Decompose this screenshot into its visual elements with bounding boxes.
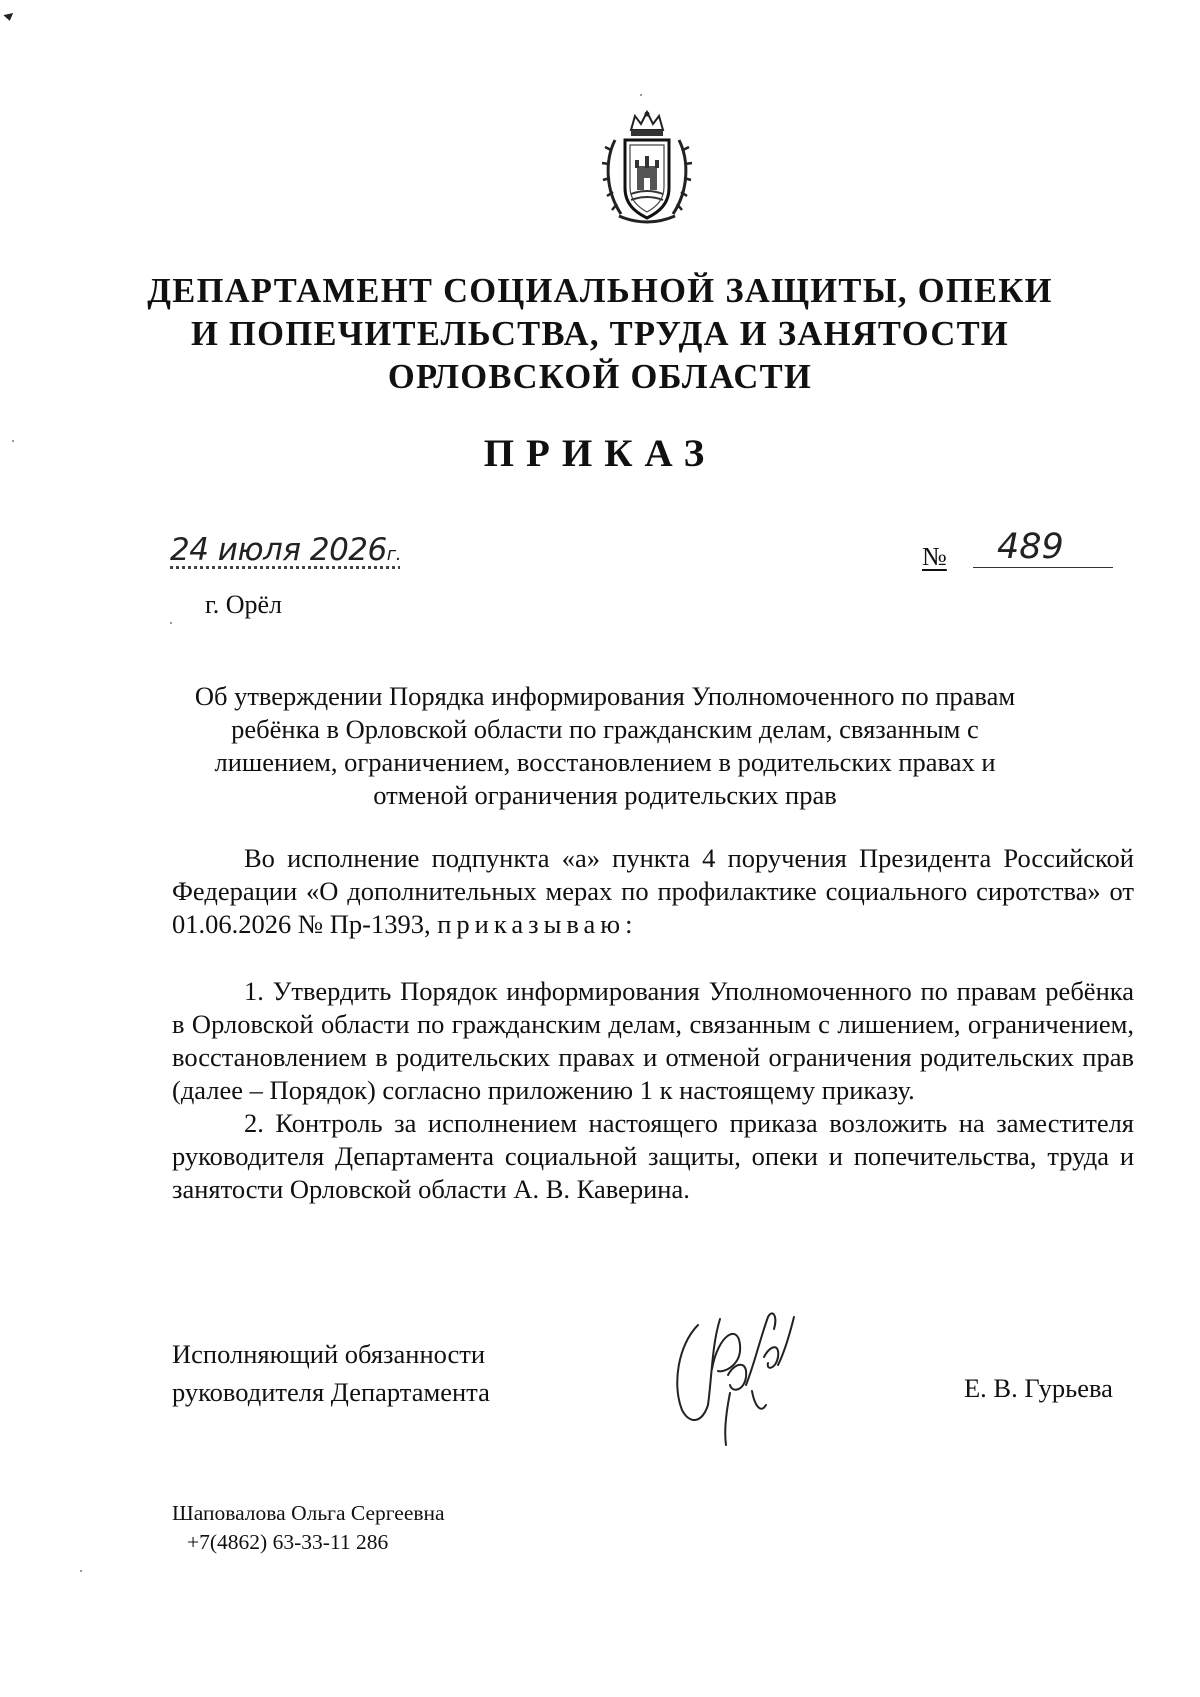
subject-line: ребёнка в Орловской области по гражданским делам, связанным с [231, 714, 979, 744]
scan-speck [80, 1570, 82, 1572]
handwritten-order-number: 489 [973, 527, 1113, 568]
signer-title-line: руководителя Департамента [172, 1377, 490, 1407]
date-suffix: г. [386, 544, 401, 565]
department-line: ДЕПАРТАМЕНТ СОЦИАЛЬНОЙ ЗАЩИТЫ, ОПЕКИ [147, 272, 1053, 310]
date-value: 24 июля 2026 [170, 532, 387, 568]
subject-line: отменой ограничения родительских прав [373, 780, 837, 810]
order-item: 1. Утвердить Порядок информирования Уполномоченного по правам ребёнка в Орловской области по гражданским делам, связанным с лишением, ограничением, восстановлением в родительских правах и отменой ограничения родительских прав (далее – Порядок) согласно приложению 1 к настоящему приказу. [172, 976, 1134, 1105]
scan-corner-mark [3, 13, 14, 22]
number-sign: № [922, 542, 947, 571]
subject-line: лишением, ограничением, восстановлением в родительских правах и [214, 747, 996, 777]
contact-phone: +7(4862) 63-33-11 286 [187, 1530, 389, 1554]
issue-city: г. Орёл [205, 590, 283, 619]
department-header [0, 270, 1200, 399]
signer-title [172, 1335, 490, 1411]
coat-of-arms-emblem [601, 110, 693, 228]
subject-line: Об утверждении Порядка информирования Уполномоченного по правам [194, 681, 1016, 711]
order-subject [160, 680, 1050, 812]
order-item: 2. Контроль за исполнением настоящего приказа возложить на заместителя руководителя Департамента социальной защиты, опеки и попечительства, труда и занятости Орловской области А. В. Каверина. [172, 1108, 1134, 1204]
preamble-text: Во исполнение подпункта «а» пункта 4 поручения Президента Российской Федерации «О дополнительных мерах по профилактике социального сиротства» от 01.06.2026 № Пр-1393, [172, 843, 1134, 939]
scan-speck [170, 622, 172, 624]
department-line: И ПОПЕЧИТЕЛЬСТВА, ТРУДА И ЗАНЯТОСТИ [190, 315, 1010, 353]
order-items [172, 975, 1134, 1206]
contact-block [172, 1499, 445, 1557]
handwritten-signature [668, 1305, 803, 1450]
signer-title-line: Исполняющий обязанности [172, 1339, 486, 1369]
order-word: приказываю: [437, 909, 638, 939]
department-line: ОРЛОВСКОЙ ОБЛАСТИ [387, 358, 813, 396]
preamble-paragraph [172, 842, 1134, 941]
signer-name: Е. В. Гурьева [964, 1373, 1113, 1403]
handwritten-date [170, 532, 401, 568]
document-type-title: ПРИКАЗ [483, 432, 717, 475]
contact-name: Шаповалова Ольга Сергеевна [172, 1501, 445, 1525]
scan-speck [640, 94, 642, 96]
